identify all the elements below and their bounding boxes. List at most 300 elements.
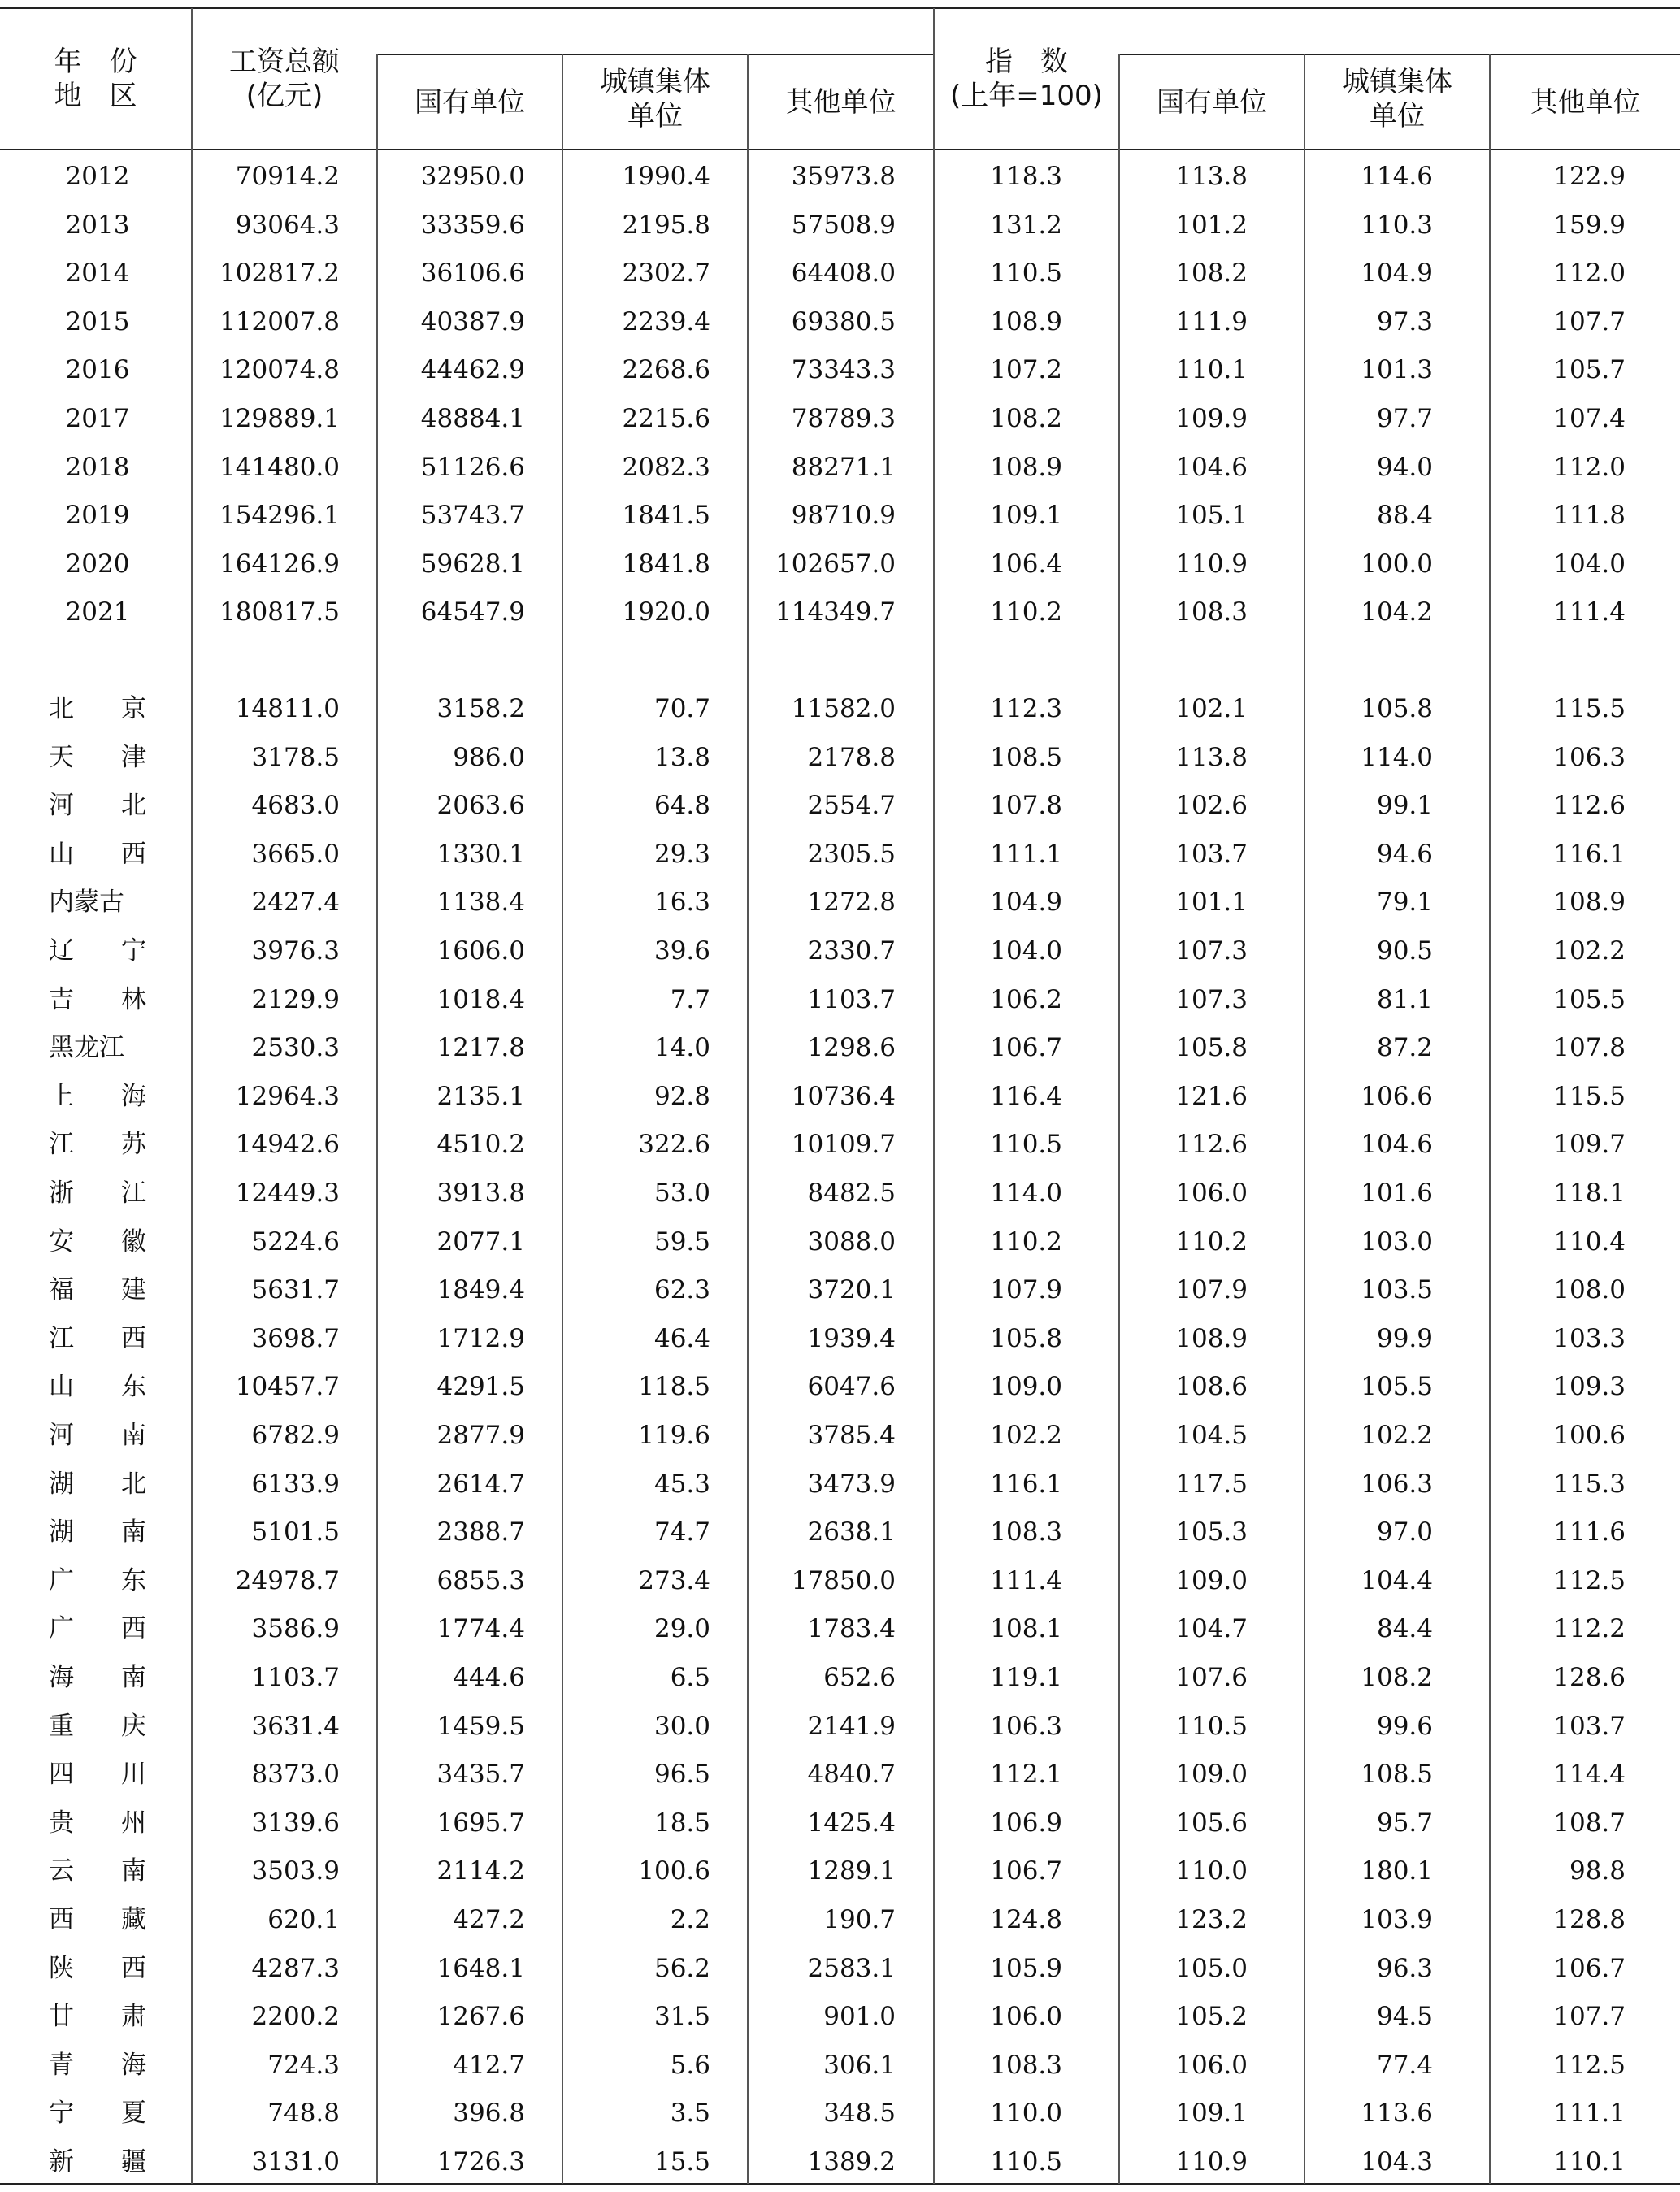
table-cell: 2614.7 — [436, 1469, 525, 1499]
region-name-char: 贵 — [49, 1808, 74, 1838]
region-name — [49, 1847, 146, 1895]
table-cell: 109.7 — [1553, 1130, 1626, 1159]
table-cell: 2063.6 — [436, 791, 525, 820]
table-cell: 46.4 — [653, 1324, 710, 1353]
subheader-rule-left — [376, 54, 934, 55]
table-cell: 3698.7 — [251, 1324, 340, 1353]
region-name-char: 东 — [121, 1566, 146, 1595]
table-cell: 128.8 — [1553, 1905, 1626, 1934]
region-name-char: 南 — [121, 1421, 146, 1450]
table-cell: 121.6 — [1175, 1082, 1248, 1111]
table-cell: 107.6 — [1175, 1663, 1248, 1692]
table-cell: 102.2 — [1361, 1421, 1433, 1450]
table-cell: 112.6 — [1553, 791, 1626, 820]
table-cell: 107.8 — [990, 791, 1062, 820]
table-cell: 104.5 — [1175, 1421, 1248, 1450]
table-cell: 104.6 — [1175, 453, 1248, 482]
table-cell: 3178.5 — [251, 743, 340, 772]
region-name-char: 林 — [121, 985, 146, 1014]
table-cell: 3.5 — [670, 2099, 710, 2128]
table-cell: 112.6 — [1175, 1130, 1248, 1159]
region-name-char: 山 — [49, 1372, 74, 1401]
table-cell: 100.6 — [1553, 1421, 1626, 1450]
region-name-char: 北 — [121, 791, 146, 820]
table-cell: 113.6 — [1361, 2099, 1433, 2128]
region-name — [49, 2138, 146, 2186]
table-cell: 109.1 — [990, 501, 1062, 530]
table-cell: 110.1 — [1175, 355, 1248, 384]
table-cell: 444.6 — [453, 1663, 525, 1692]
region-name-char: 陕 — [49, 1954, 74, 1983]
table-cell: 104.6 — [1361, 1130, 1433, 1159]
table-cell: 10457.7 — [235, 1372, 340, 1401]
year-label: 2016 — [65, 355, 130, 384]
table-cell: 100.6 — [638, 1856, 710, 1886]
header-line: (亿元) — [245, 80, 323, 112]
table-cell: 92.8 — [653, 1082, 710, 1111]
table-cell: 12964.3 — [235, 1082, 340, 1111]
region-name-char: 夏 — [121, 2099, 146, 2128]
table-cell: 7.7 — [670, 985, 710, 1014]
table-cell: 112.2 — [1553, 1614, 1626, 1643]
region-name-char: 广 — [49, 1566, 74, 1595]
table-cell: 3503.9 — [251, 1856, 340, 1886]
table-cell: 97.7 — [1376, 404, 1433, 433]
table-cell: 110.4 — [1553, 1227, 1626, 1257]
table-cell: 2583.1 — [807, 1954, 896, 1983]
table-cell: 620.1 — [267, 1905, 340, 1934]
table-cell: 105.8 — [1361, 694, 1433, 723]
table-cell: 748.8 — [267, 2099, 340, 2128]
region-name — [49, 781, 146, 830]
table-cell: 74.7 — [653, 1517, 710, 1547]
table-cell: 14.0 — [653, 1033, 710, 1062]
table-cell: 104.3 — [1361, 2147, 1433, 2177]
table-cell: 102.2 — [1553, 936, 1626, 966]
table-cell: 122.9 — [1553, 162, 1626, 191]
table-cell: 3976.3 — [251, 936, 340, 966]
table-cell: 113.8 — [1175, 162, 1248, 191]
year-label: 2018 — [65, 453, 130, 482]
table-cell: 3158.2 — [436, 694, 525, 723]
table-cell: 2305.5 — [807, 840, 896, 869]
table-cell: 64.8 — [653, 791, 710, 820]
header-line: 国有单位 — [415, 86, 525, 119]
region-name-char: 南 — [121, 1856, 146, 1886]
table-cell: 1103.7 — [807, 985, 896, 1014]
region-name — [49, 1653, 146, 1702]
table-cell: 108.9 — [990, 453, 1062, 482]
table-cell: 1389.2 — [807, 2147, 896, 2177]
table-cell: 105.5 — [1553, 985, 1626, 1014]
table-cell: 901.0 — [823, 2002, 896, 2031]
table-cell: 108.3 — [1175, 597, 1248, 627]
table-cell: 36106.6 — [420, 258, 525, 288]
table-cell: 108.5 — [990, 743, 1062, 772]
table-cell: 104.7 — [1175, 1614, 1248, 1643]
table-cell: 59628.1 — [420, 549, 525, 579]
region-name-char: 苏 — [121, 1130, 146, 1159]
table-cell: 101.6 — [1361, 1178, 1433, 1208]
table-cell: 111.4 — [990, 1566, 1062, 1595]
table-cell: 104.9 — [990, 888, 1062, 917]
region-name — [49, 1072, 146, 1121]
table-cell: 2215.6 — [622, 404, 710, 433]
region-name — [49, 1992, 146, 2041]
table-cell: 1330.1 — [436, 840, 525, 869]
table-cell: 109.0 — [1175, 1566, 1248, 1595]
table-cell: 15.5 — [653, 2147, 710, 2177]
table-cell: 94.5 — [1376, 2002, 1433, 2031]
table-cell: 110.0 — [990, 2099, 1062, 2128]
table-cell: 1425.4 — [807, 1808, 896, 1838]
table-cell: 87.2 — [1376, 1033, 1433, 1062]
header-index-other — [1491, 85, 1680, 119]
header-line: 年 份 — [54, 46, 137, 78]
region-name-char: 江 — [49, 1130, 74, 1159]
region-name — [49, 1218, 146, 1266]
table-cell: 104.0 — [990, 936, 1062, 966]
table-cell: 322.6 — [638, 1130, 710, 1159]
table-cell: 104.4 — [1361, 1566, 1433, 1595]
table-cell: 106.0 — [990, 2002, 1062, 2031]
table-cell: 1298.6 — [807, 1033, 896, 1062]
table-cell: 84.4 — [1376, 1614, 1433, 1643]
region-name-char: 宁 — [121, 936, 146, 966]
region-name — [49, 733, 146, 782]
table-cell: 73343.3 — [791, 355, 896, 384]
region-name-char: 河 — [49, 791, 74, 820]
table-cell: 106.7 — [990, 1856, 1062, 1886]
table-cell: 112.1 — [990, 1760, 1062, 1789]
table-cell: 110.5 — [990, 2147, 1062, 2177]
region-name-char: 肃 — [121, 2002, 146, 2031]
region-name-char: 北 — [49, 694, 74, 723]
table-cell: 105.1 — [1175, 501, 1248, 530]
table-cell: 57508.9 — [791, 211, 896, 240]
table-cell: 108.3 — [990, 1517, 1062, 1547]
year-label: 2021 — [65, 597, 130, 627]
table-cell: 110.9 — [1175, 2147, 1248, 2177]
table-cell: 3435.7 — [436, 1760, 525, 1789]
table-cell: 93064.3 — [235, 211, 340, 240]
table-cell: 6.5 — [670, 1663, 710, 1692]
table-cell: 107.9 — [990, 1275, 1062, 1304]
region-name — [49, 1750, 146, 1799]
table-cell: 110.2 — [990, 597, 1062, 627]
table-cell: 4683.0 — [251, 791, 340, 820]
table-cell: 96.3 — [1376, 1954, 1433, 1983]
table-cell: 118.5 — [638, 1372, 710, 1401]
table-cell: 4287.3 — [251, 1954, 340, 1983]
table-cell: 110.2 — [990, 1227, 1062, 1257]
table-cell: 2302.7 — [622, 258, 710, 288]
table-cell: 108.7 — [1553, 1808, 1626, 1838]
table-cell: 103.7 — [1175, 840, 1248, 869]
table-cell: 114.0 — [1361, 743, 1433, 772]
region-name — [49, 1314, 146, 1363]
table-cell: 190.7 — [823, 1905, 896, 1934]
table-cell: 88271.1 — [791, 453, 896, 482]
table-cell: 98710.9 — [791, 501, 896, 530]
table-cell: 3088.0 — [807, 1227, 896, 1257]
year-label: 2013 — [65, 211, 130, 240]
header-line: 国有单位 — [1157, 86, 1267, 119]
table-cell: 59.5 — [653, 1227, 710, 1257]
region-name — [49, 2041, 146, 2090]
region-name-char: 青 — [49, 2051, 74, 2080]
table-cell: 98.8 — [1569, 1856, 1626, 1886]
table-cell: 102.1 — [1175, 694, 1248, 723]
table-cell: 115.3 — [1553, 1469, 1626, 1499]
table-cell: 128.6 — [1553, 1663, 1626, 1692]
table-cell: 106.7 — [990, 1033, 1062, 1062]
table-cell: 2114.2 — [436, 1856, 525, 1886]
table-cell: 31.5 — [653, 2002, 710, 2031]
table-cell: 427.2 — [453, 1905, 525, 1934]
header-row-label — [0, 45, 191, 113]
table-cell: 29.0 — [653, 1614, 710, 1643]
table-cell: 108.2 — [990, 404, 1062, 433]
table-cell: 106.3 — [990, 1712, 1062, 1741]
table-cell: 412.7 — [453, 2051, 525, 2080]
table-cell: 4840.7 — [807, 1760, 896, 1789]
table-cell: 70.7 — [653, 694, 710, 723]
table-cell: 107.4 — [1553, 404, 1626, 433]
table-cell: 107.3 — [1175, 936, 1248, 966]
table-cell: 2330.7 — [807, 936, 896, 966]
table-cell: 131.2 — [990, 211, 1062, 240]
table-cell: 3139.6 — [251, 1808, 340, 1838]
table-cell: 101.2 — [1175, 211, 1248, 240]
table-cell: 103.0 — [1361, 1227, 1433, 1257]
table-cell: 4510.2 — [436, 1130, 525, 1159]
table-cell: 123.2 — [1175, 1905, 1248, 1934]
table-cell: 105.2 — [1175, 2002, 1248, 2031]
table-cell: 102817.2 — [219, 258, 340, 288]
table-cell: 109.1 — [1175, 2099, 1248, 2128]
table-cell: 110.5 — [990, 258, 1062, 288]
table-cell: 39.6 — [653, 936, 710, 966]
table-cell: 40387.9 — [420, 307, 525, 336]
table-cell: 106.6 — [1361, 1082, 1433, 1111]
table-cell: 2195.8 — [622, 211, 710, 240]
table-cell: 64408.0 — [791, 258, 896, 288]
table-cell: 106.4 — [990, 549, 1062, 579]
table-cell: 652.6 — [823, 1663, 896, 1692]
region-name-char: 藏 — [121, 1905, 146, 1934]
region-name-char: 湖 — [49, 1517, 74, 1547]
table-cell: 111.6 — [1553, 1517, 1626, 1547]
region-name-char: 建 — [121, 1275, 146, 1304]
table-cell: 180.1 — [1361, 1856, 1433, 1886]
region-name-char: 江 — [121, 1178, 146, 1208]
table-cell: 1289.1 — [807, 1856, 896, 1886]
table-cell: 105.6 — [1175, 1808, 1248, 1838]
region-name — [49, 684, 146, 733]
table-cell: 1272.8 — [807, 888, 896, 917]
table-cell: 1783.4 — [807, 1614, 896, 1643]
table-cell: 35973.8 — [791, 162, 896, 191]
table-cell: 164126.9 — [219, 549, 340, 579]
region-name-char: 海 — [49, 1663, 74, 1692]
table-cell: 106.3 — [1361, 1469, 1433, 1499]
table-cell: 6133.9 — [251, 1469, 340, 1499]
table-cell: 159.9 — [1553, 211, 1626, 240]
region-name-char: 上 — [49, 1082, 74, 1111]
table-cell: 56.2 — [653, 1954, 710, 1983]
table-cell: 11582.0 — [791, 694, 896, 723]
table-cell: 1841.8 — [622, 549, 710, 579]
table-cell: 24978.7 — [235, 1566, 340, 1595]
header-line: 单位 — [627, 100, 683, 132]
table-cell: 105.0 — [1175, 1954, 1248, 1983]
table-cell: 109.0 — [990, 1372, 1062, 1401]
table-cell: 101.3 — [1361, 355, 1433, 384]
table-cell: 1990.4 — [622, 162, 710, 191]
region-name-char: 湖 — [49, 1469, 74, 1499]
region-name-char: 西 — [121, 1614, 146, 1643]
region-name-char: 川 — [121, 1760, 146, 1789]
table-cell: 105.3 — [1175, 1517, 1248, 1547]
table-cell: 114.0 — [990, 1178, 1062, 1208]
table-cell: 3631.4 — [251, 1712, 340, 1741]
table-cell: 129889.1 — [219, 404, 340, 433]
table-cell: 2135.1 — [436, 1082, 525, 1111]
table-cell: 62.3 — [653, 1275, 710, 1304]
region-name — [49, 1169, 146, 1218]
region-name-char: 安 — [49, 1227, 74, 1257]
region-name — [49, 1460, 146, 1508]
table-cell: 10736.4 — [791, 1082, 896, 1111]
table-cell: 69380.5 — [791, 307, 896, 336]
region-name-char: 州 — [121, 1808, 146, 1838]
table-cell: 1138.4 — [436, 888, 525, 917]
region-name-char: 甘 — [49, 2002, 74, 2031]
table-cell: 112.5 — [1553, 2051, 1626, 2080]
table-cell: 2200.2 — [251, 2002, 340, 2031]
header-total-wage — [193, 45, 376, 113]
table-cell: 106.2 — [990, 985, 1062, 1014]
table-cell: 2877.9 — [436, 1421, 525, 1450]
region-name-char: 浙 — [49, 1178, 74, 1208]
table-cell: 3785.4 — [807, 1421, 896, 1450]
region-name-char: 广 — [49, 1614, 74, 1643]
table-cell: 113.8 — [1175, 743, 1248, 772]
table-cell: 117.5 — [1175, 1469, 1248, 1499]
table-cell: 108.2 — [1175, 258, 1248, 288]
header-index-urban-collective — [1305, 65, 1489, 133]
region-name-char: 西 — [121, 1324, 146, 1353]
table-cell: 45.3 — [653, 1469, 710, 1499]
table-cell: 48884.1 — [420, 404, 525, 433]
year-label: 2015 — [65, 307, 130, 336]
table-cell: 96.5 — [653, 1760, 710, 1789]
header-urban-collective — [563, 65, 747, 133]
region-name — [49, 1895, 146, 1944]
table-cell: 118.1 — [1553, 1178, 1626, 1208]
table-cell: 114.4 — [1553, 1760, 1626, 1789]
table-cell: 104.9 — [1361, 258, 1433, 288]
year-label: 2017 — [65, 404, 130, 433]
table-cell: 53.0 — [653, 1178, 710, 1208]
table-cell: 2077.1 — [436, 1227, 525, 1257]
region-name-char: 南 — [121, 1517, 146, 1547]
table-cell: 115.5 — [1553, 1082, 1626, 1111]
table-cell: 95.7 — [1376, 1808, 1433, 1838]
table-cell: 104.2 — [1361, 597, 1433, 627]
top-rule — [0, 7, 1680, 9]
table-cell: 112007.8 — [219, 307, 340, 336]
table-cell: 1774.4 — [436, 1614, 525, 1643]
table-cell: 64547.9 — [420, 597, 525, 627]
table-cell: 107.7 — [1553, 307, 1626, 336]
table-cell: 111.4 — [1553, 597, 1626, 627]
table-cell: 1606.0 — [436, 936, 525, 966]
table-cell: 115.5 — [1553, 694, 1626, 723]
table-cell: 106.7 — [1553, 1954, 1626, 1983]
header-line: 城镇集体 — [1342, 66, 1452, 98]
region-name-char: 云 — [49, 1856, 74, 1886]
table-cell: 8373.0 — [251, 1760, 340, 1789]
header-other — [749, 85, 933, 119]
table-cell: 112.5 — [1553, 1566, 1626, 1595]
table-cell: 29.3 — [653, 840, 710, 869]
header-rule — [0, 149, 1680, 150]
table-cell: 1648.1 — [436, 1954, 525, 1983]
table-cell: 111.9 — [1175, 307, 1248, 336]
table-cell: 109.0 — [1175, 1760, 1248, 1789]
table-cell: 154296.1 — [219, 501, 340, 530]
table-cell: 105.5 — [1361, 1372, 1433, 1401]
region-name — [49, 975, 146, 1024]
table-cell: 2239.4 — [622, 307, 710, 336]
table-cell: 118.3 — [990, 162, 1062, 191]
table-cell: 114.6 — [1361, 162, 1433, 191]
table-cell: 986.0 — [453, 743, 525, 772]
region-name — [49, 1362, 146, 1411]
table-cell: 116.4 — [990, 1082, 1062, 1111]
table-cell: 107.8 — [1553, 1033, 1626, 1062]
header-index-state-owned — [1120, 85, 1304, 119]
table-cell: 97.3 — [1376, 307, 1433, 336]
header-state-owned — [378, 85, 562, 119]
table-cell: 104.0 — [1553, 549, 1626, 579]
region-name — [49, 1411, 146, 1460]
table-cell: 33359.6 — [420, 211, 525, 240]
table-cell: 396.8 — [453, 2099, 525, 2128]
table-cell: 103.3 — [1553, 1324, 1626, 1353]
table-cell: 109.3 — [1553, 1372, 1626, 1401]
region-name — [49, 1508, 146, 1556]
table-cell: 107.9 — [1175, 1275, 1248, 1304]
table-cell: 2388.7 — [436, 1517, 525, 1547]
table-cell: 116.1 — [1553, 840, 1626, 869]
table-cell: 111.1 — [1553, 2099, 1626, 2128]
table-cell: 2.2 — [670, 1905, 710, 1934]
table-cell: 124.8 — [990, 1905, 1062, 1934]
region-name-char: 宁 — [49, 2099, 74, 2128]
table-cell: 4291.5 — [436, 1372, 525, 1401]
region-name-char: 西 — [49, 1905, 74, 1934]
table-cell: 1849.4 — [436, 1275, 525, 1304]
table-cell: 105.7 — [1553, 355, 1626, 384]
table-cell: 106.0 — [1175, 1178, 1248, 1208]
region-name — [49, 1799, 146, 1847]
table-cell: 2141.9 — [807, 1712, 896, 1741]
region-name — [49, 2089, 146, 2138]
table-cell: 94.6 — [1376, 840, 1433, 869]
